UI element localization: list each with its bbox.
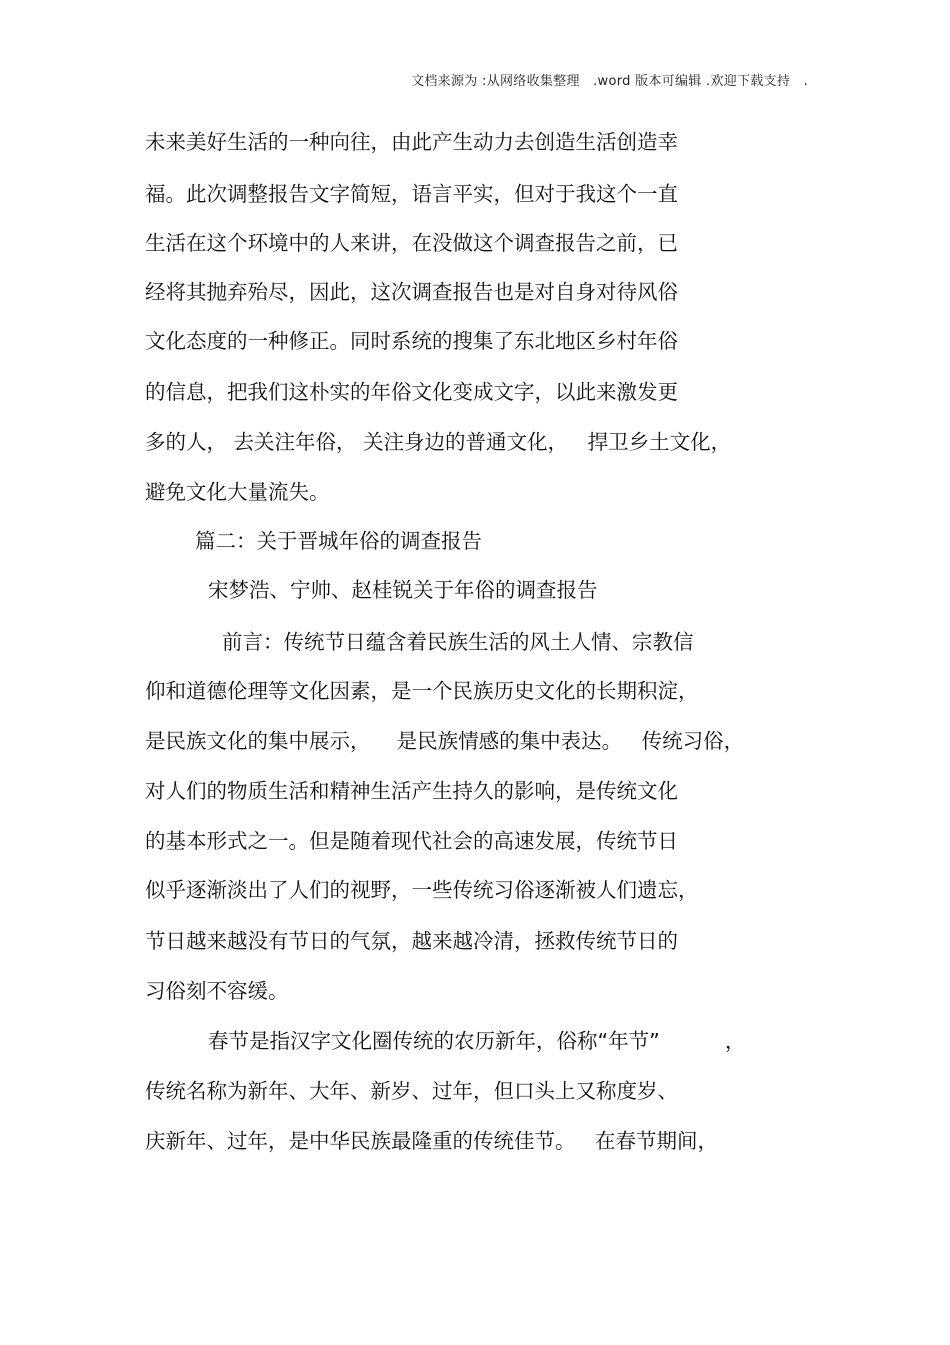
body-text-line: 文化态度的一种修正。同时系统的搜集了东北地区乡村年俗 (145, 329, 678, 353)
body-text-line: 生活在这个环境中的人来讲，在没做这个调查报告之前，已 (145, 231, 678, 255)
body-text-line: 庆新年、过年，是中华民族最隆重的传统佳节。 在春节期间， (145, 1129, 719, 1153)
page-header-source-note: 文档来源为 :从网络收集整理 .word 版本可编辑 .欢迎下载支持 . (411, 74, 808, 89)
body-text-line: 福。此次调整报告文字简短，语言平实，但对于我这个一直 (145, 182, 678, 206)
body-text-line: 春节是指汉字文化圈传统的农历新年，俗称“年节” ， (208, 1029, 746, 1053)
body-text-line: 的基本形式之一。但是随着现代社会的高速发展，传统节日 (145, 829, 678, 853)
body-text-line: 多的人， 去关注年俗， 关注身边的普通文化， 捍卫乡土文化， (145, 430, 732, 454)
body-text-line: 传统名称为新年、大年、新岁、过年，但口头上又称度岁、 (145, 1079, 678, 1103)
report-subtitle: 宋梦浩、宁帅、赵桂锐关于年俗的调查报告 (208, 578, 598, 602)
body-text-line: 节日越来越没有节日的气氛，越来越冷清，拯救传统节日的 (145, 929, 678, 953)
body-text-line: 避免文化大量流失。 (145, 480, 330, 504)
body-text-line: 似乎逐渐淡出了人们的视野，一些传统习俗逐渐被人们遗忘， (145, 878, 699, 902)
section-heading: 篇二：关于晋城年俗的调查报告 (195, 529, 482, 553)
body-text-line: 的信息，把我们这朴实的年俗文化变成文字，以此来激发更 (145, 380, 678, 404)
body-text-line: 经将其抛弃殆尽，因此，这次调查报告也是对自身对待风俗 (145, 280, 678, 304)
body-text-line: 是民族文化的集中展示， 是民族情感的集中表达。 传统习俗， (145, 729, 745, 753)
body-text-line: 习俗刻不容缓。 (145, 979, 289, 1003)
body-text-line: 前言：传统节日蕴含着民族生活的风土人情、宗教信 (222, 630, 694, 654)
body-text-line: 仰和道德伦理等文化因素，是一个民族历史文化的长期积淀， (145, 679, 699, 703)
body-text-line: 对人们的物质生活和精神生活产生持久的影响，是传统文化 (145, 779, 678, 803)
body-text-line: 未来美好生活的一种向往，由此产生动力去创造生活创造幸 (145, 130, 678, 154)
